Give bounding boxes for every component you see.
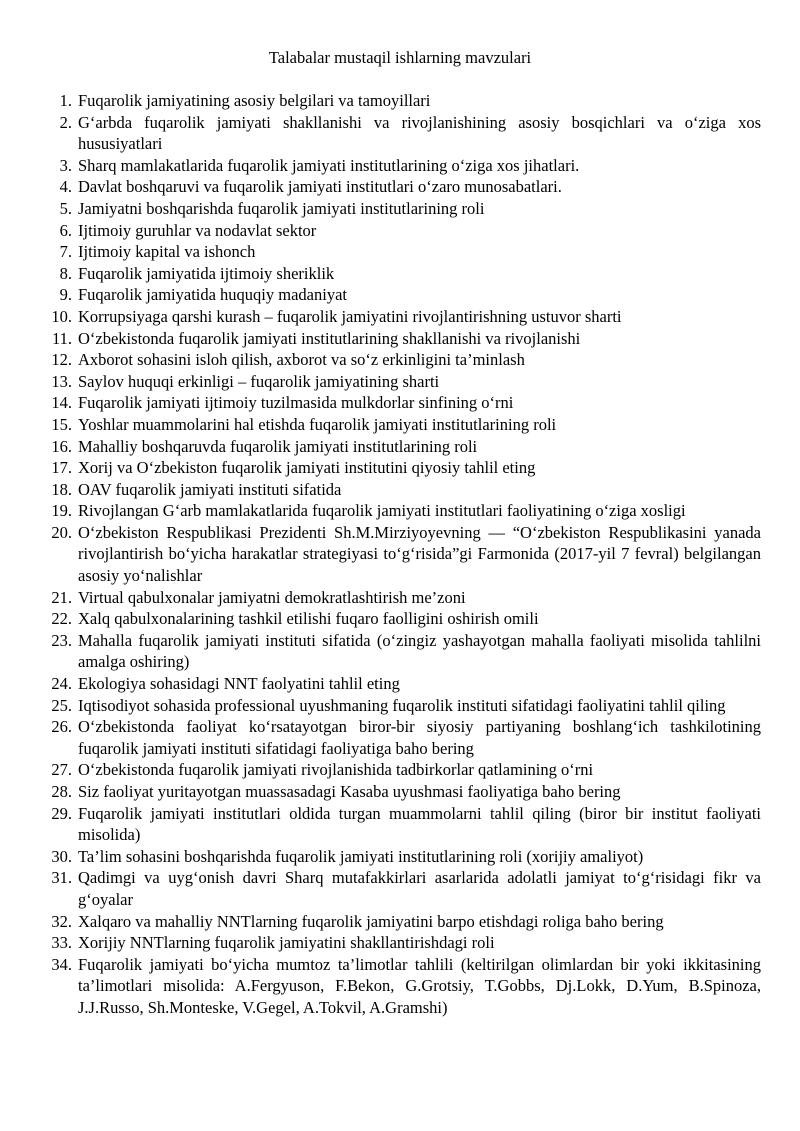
topic-item <box>40 759 761 781</box>
topic-text: Fuqarolik jamiyatida huquqiy madaniyat <box>78 285 347 305</box>
topic-item <box>40 673 761 695</box>
topic-item <box>40 155 761 177</box>
topic-item <box>40 608 761 630</box>
topic-text: Fuqarolik jamiyati bo‘yicha mumtoz ta’limotlar tahlili (keltirilgan olimlardan bir yoki ikkitasining ta’limotlari misolida: A.Fergyuson, F.Bekon, G.Grotsiy, T.Gobbs, Dj.Lokk, D.Yum, B.Spinoza, J.J.Russo, Sh.Monteske, V.Gegel, A.Tokvil, A.Gramshi) <box>78 954 761 1017</box>
topic-item <box>40 306 761 328</box>
topic-text: Mahalliy boshqaruvda fuqarolik jamiyati institutlarining roli <box>78 436 478 456</box>
topic-text: Ijtimoiy kapital va ishonch <box>78 242 256 262</box>
topic-item <box>40 500 761 522</box>
topic-number: 4. <box>59 177 72 197</box>
topic-text: Iqtisodiyot sohasida professional uyushmaning fuqarolik instituti sifatidagi faoliyatini tahlil qiling <box>78 695 726 715</box>
topic-text: O‘zbekiston Respublikasi Prezidenti Sh.M.Mirziyoyevning — “O‘zbekiston Respublikasini yanada rivojlantirish bo‘yicha harakatlar strategiyasi to‘g‘risida”gi Farmonida (2017-yil 7 fevral) belgilangan asosiy yo‘nalishlar <box>78 522 761 586</box>
topic-number: 19. <box>51 501 72 521</box>
topic-item <box>40 867 761 910</box>
topic-number: 27. <box>51 760 72 780</box>
topic-text: Fuqarolik jamiyatida ijtimoiy sheriklik <box>78 263 335 283</box>
topic-item <box>40 781 761 803</box>
topic-text: Ekologiya sohasidagi NNT faolyatini tahlil eting <box>78 674 400 694</box>
topic-item <box>40 436 761 458</box>
topic-number: 12. <box>51 350 72 370</box>
topic-list <box>40 90 761 1019</box>
topic-item <box>40 198 761 220</box>
topic-item <box>40 932 761 954</box>
topic-item <box>40 392 761 414</box>
topic-text: Axborot sohasini isloh qilish, axborot va so‘z erkinligini ta’minlash <box>78 350 525 370</box>
topic-item <box>40 479 761 501</box>
topic-number: 6. <box>59 220 72 240</box>
topic-text: OAV fuqarolik jamiyati instituti sifatida <box>78 479 342 499</box>
topic-text: Siz faoliyat yuritayotgan muassasadagi Kasaba uyushmasi faoliyatiga baho bering <box>78 782 621 801</box>
topic-text: G‘arbda fuqarolik jamiyati shakllanishi va rivojlanishining asosiy bosqichlari va o‘ziga xos hususiyatlari <box>78 112 761 154</box>
topic-text: Jamiyatni boshqarishda fuqarolik jamiyati institutlarining roli <box>78 198 485 218</box>
topic-text: Davlat boshqaruvi va fuqarolik jamiyati institutlari o‘zaro munosabatlari. <box>78 177 562 197</box>
topic-number: 16. <box>51 436 72 456</box>
topic-item <box>40 911 761 933</box>
topic-number: 14. <box>51 393 72 413</box>
topic-text: Mahalla fuqarolik jamiyati instituti sifatida (o‘zingiz yashayotgan mahalla faoliyati misolida tahlilni amalga oshiring) <box>78 630 761 672</box>
topic-item <box>40 587 761 609</box>
topic-text: O‘zbekistonda fuqarolik jamiyati institutlarining shakllanishi va rivojlanishi <box>78 328 581 348</box>
topic-item <box>40 349 761 371</box>
topic-item <box>40 414 761 436</box>
topic-text: Sharq mamlakatlarida fuqarolik jamiyati institutlarining o‘ziga xos jihatlari. <box>78 155 580 175</box>
topic-number: 29. <box>51 803 72 823</box>
topic-text: O‘zbekistonda fuqarolik jamiyati rivojlanishida tadbirkorlar qatlamining o‘rni <box>78 760 594 780</box>
topic-item <box>40 630 761 673</box>
topic-text: Korrupsiyaga qarshi kurash – fuqarolik jamiyatini rivojlantirishning ustuvor sharti <box>78 306 622 326</box>
topic-item <box>40 371 761 393</box>
topic-text: Yoshlar muammolarini hal etishda fuqarolik jamiyati institutlarining roli <box>78 414 557 434</box>
topic-text: Qadimgi va uyg‘onish davri Sharq mutafakkirlari asarlarida adolatli jamiyat to‘g‘risidagi fikr va g‘oyalar <box>78 868 761 909</box>
topic-text: Xalq qabulxonalarining tashkil etilishi fuqaro faolligini oshirish omili <box>78 609 539 629</box>
topic-number: 30. <box>51 846 72 866</box>
topic-text: Fuqarolik jamiyati ijtimoiy tuzilmasida mulkdorlar sinfining o‘rni <box>78 393 514 413</box>
topic-item <box>40 284 761 306</box>
topic-item <box>40 241 761 263</box>
topic-number: 20. <box>51 522 72 542</box>
topic-text: Xorij va O‘zbekiston fuqarolik jamiyati institutini qiyosiy tahlil eting <box>78 458 536 478</box>
topic-item <box>40 846 761 868</box>
topic-number: 22. <box>51 609 72 629</box>
topic-number: 17. <box>51 458 72 478</box>
topic-number: 10. <box>51 306 72 326</box>
topic-text: Xalqaro va mahalliy NNTlarning fuqarolik jamiyatini barpo etishdagi roliga baho bering <box>78 911 664 931</box>
topic-text: Ijtimoiy guruhlar va nodavlat sektor <box>78 220 317 240</box>
topic-item <box>40 695 761 717</box>
topic-number: 28. <box>51 782 72 801</box>
topic-number: 8. <box>59 263 72 283</box>
topic-item <box>40 522 761 587</box>
topic-item <box>40 954 761 1019</box>
topic-text: Xorijiy NNTlarning fuqarolik jamiyatini shakllantirishdagi roli <box>78 933 495 953</box>
topic-number: 23. <box>51 630 72 650</box>
topic-text: Virtual qabulxonalar jamiyatni demokratlashtirish me’zoni <box>78 587 466 607</box>
topic-number: 3. <box>59 155 72 175</box>
topic-number: 13. <box>51 371 72 391</box>
topic-text: O‘zbekistonda faoliyat ko‘rsatayotgan biror-bir siyosiy partiyaning boshlang‘ich tashkilotining fuqarolik jamiyati instituti sifatidagi faoliyatiga baho bering <box>78 717 761 758</box>
topic-item <box>40 176 761 198</box>
topic-item <box>40 716 761 759</box>
topic-number: 25. <box>51 695 72 715</box>
topic-item <box>40 328 761 350</box>
topic-number: 15. <box>51 414 72 434</box>
topic-item <box>40 803 761 846</box>
document-title: Talabalar mustaqil ishlarning mavzulari <box>268 48 532 67</box>
topic-item <box>40 263 761 285</box>
topic-number: 34. <box>51 954 72 974</box>
topic-number: 32. <box>51 911 72 931</box>
topic-text: Rivojlangan G‘arb mamlakatlarida fuqarolik jamiyati institutlari faoliyatining o‘ziga xosligi <box>78 501 686 521</box>
topic-number: 24. <box>51 674 72 694</box>
topic-item <box>40 112 761 155</box>
topic-number: 11. <box>51 328 72 348</box>
topic-number: 21. <box>51 587 72 607</box>
topic-number: 1. <box>59 91 72 110</box>
topic-text: Fuqarolik jamiyatining asosiy belgilari va tamoyillari <box>78 91 431 110</box>
topic-number: 31. <box>51 868 72 888</box>
topic-text: Ta’lim sohasini boshqarishda fuqarolik jamiyati institutlarining roli (xorijiy amaliyot) <box>78 846 644 866</box>
topic-number: 5. <box>59 198 72 218</box>
topic-number: 26. <box>51 717 72 737</box>
topic-text: Fuqarolik jamiyati institutlari oldida turgan muammolarni tahlil qiling (biror bir institut faoliyati misolida) <box>78 803 761 845</box>
topic-item <box>40 457 761 479</box>
topic-number: 9. <box>59 285 72 305</box>
topic-number: 33. <box>51 933 72 953</box>
topic-text: Saylov huquqi erkinligi – fuqarolik jamiyatining sharti <box>78 371 440 391</box>
topic-number: 18. <box>51 479 72 499</box>
topic-number: 2. <box>59 112 72 132</box>
topic-item <box>40 220 761 242</box>
topic-number: 7. <box>59 242 72 262</box>
topic-item <box>40 90 761 112</box>
